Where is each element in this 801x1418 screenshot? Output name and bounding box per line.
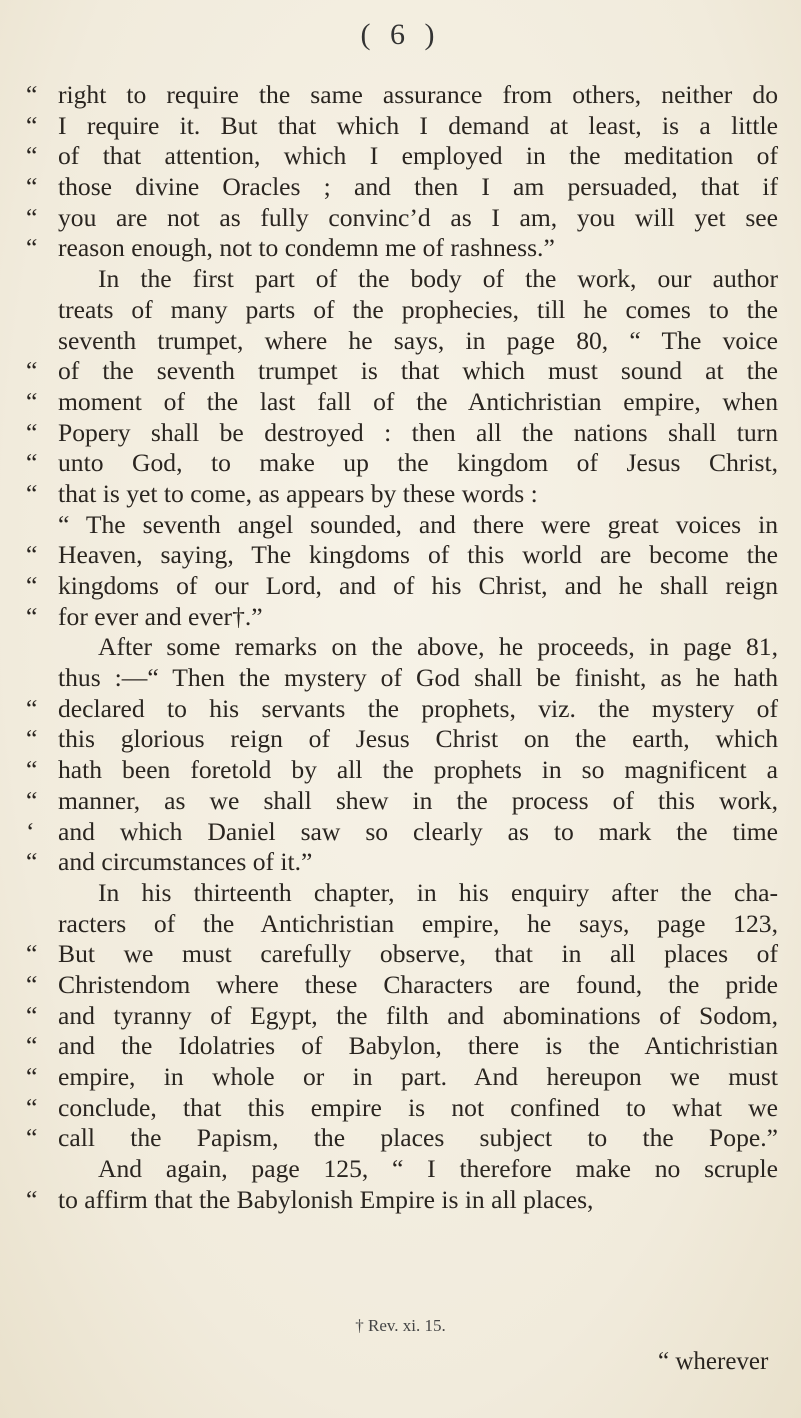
text-line: [26, 693, 778, 725]
line-text: those divine Oracles ; and then I am persuaded, that if: [58, 172, 778, 202]
text-line: [58, 1154, 778, 1185]
line-text: thus :—“ Then the mystery of God shall be finisht, as he hath: [58, 663, 778, 693]
running-quote-mark: “: [26, 80, 38, 109]
text-line: [26, 356, 778, 387]
running-quote-mark: “: [26, 601, 38, 631]
running-quote-mark: “: [26, 755, 38, 785]
text-line: [58, 632, 778, 663]
text-line: [26, 1000, 778, 1032]
page-number: ( 6 ): [360, 18, 441, 51]
text-line: [26, 755, 778, 786]
text-line: [26, 448, 778, 479]
text-line: [26, 110, 778, 142]
text-line: [58, 295, 778, 326]
running-quote-mark: “: [26, 448, 38, 478]
running-quote-mark: “: [26, 939, 38, 969]
line-text: In the first part of the body of the work, our author: [98, 264, 778, 294]
text-line: [26, 785, 778, 817]
line-text: seventh trumpet, where he says, in page 80, “ The voice: [58, 325, 778, 355]
running-quote-mark: “: [26, 417, 38, 447]
line-text: that is yet to come, as appears by these words :: [58, 478, 538, 508]
text-line: [26, 1062, 778, 1093]
line-text: and which Daniel saw so clearly as to mark the time: [58, 816, 778, 846]
running-quote-mark: “: [26, 1184, 38, 1214]
text-line: [26, 571, 778, 602]
line-text: Heaven, saying, The kingdoms of this world are become the: [58, 540, 778, 570]
text-line: [58, 326, 778, 357]
line-text: of that attention, which I employed in the meditation of: [58, 141, 778, 171]
line-text: hath been foretold by all the prophets in so magnificent a: [58, 755, 778, 785]
text-line: [26, 1092, 778, 1124]
catchword: “ wherever: [658, 1348, 769, 1375]
line-text: unto God, to make up the kingdom of Jesus Christ,: [58, 448, 778, 478]
text-line: [26, 233, 778, 264]
text-line: [26, 847, 778, 878]
running-quote-mark: “: [26, 785, 38, 815]
running-quote-mark: “: [26, 1062, 38, 1091]
text-line: [26, 1123, 778, 1154]
running-quote-mark: “: [26, 202, 38, 232]
line-text: right to require the same assurance from others, neither do: [58, 80, 778, 109]
running-quote-mark: “: [26, 724, 38, 754]
text-line: [58, 510, 778, 541]
line-text: treats of many parts of the prophecies, till he comes to the: [58, 294, 778, 324]
text-line: [26, 80, 778, 111]
running-quote-mark: “: [26, 172, 38, 202]
running-quote-mark: “: [26, 540, 38, 570]
running-quote-mark: “: [26, 1000, 38, 1030]
line-text: and circumstances of it.”: [58, 847, 313, 877]
text-line: [26, 939, 778, 970]
line-text: to affirm that the Babylonish Empire is in all places,: [58, 1184, 594, 1214]
line-text: Christendom where these Characters are found, the pride: [58, 969, 778, 999]
running-quote-mark: “: [26, 1092, 38, 1122]
running-quote-mark: “: [26, 693, 38, 723]
text-line: [26, 816, 778, 848]
line-text: declared to his servants the prophets, viz. the mystery of: [58, 693, 778, 723]
text-line: [26, 417, 778, 449]
line-text: empire, in whole or in part. And hereupon we must: [58, 1062, 778, 1091]
line-text: and tyranny of Egypt, the filth and abominations of Sodom,: [58, 1000, 778, 1030]
text-line: [26, 601, 778, 633]
line-text: call the Papism, the places subject to the Pope.”: [58, 1123, 778, 1153]
line-text: moment of the last fall of the Antichristian empire, when: [58, 386, 778, 416]
running-quote-mark: “: [26, 571, 38, 600]
line-text: But we must carefully observe, that in all places of: [58, 939, 778, 969]
line-text: And again, page 125, “ I therefore make no scruple: [98, 1154, 778, 1184]
text-line: [26, 141, 778, 172]
text-line: [26, 386, 778, 418]
text-line: [26, 1031, 778, 1062]
text-line: [26, 478, 778, 510]
line-text: In his thirteenth chapter, in his enquiry after the cha-: [98, 877, 778, 907]
running-quote-mark: “: [26, 847, 38, 877]
text-line: [26, 540, 778, 571]
line-text: and the Idolatries of Babylon, there is the Antichristian: [58, 1031, 778, 1061]
line-text: you are not as fully convinc’d as I am, you will yet see: [58, 202, 778, 232]
running-quote-mark: “: [26, 1031, 38, 1061]
running-quote-mark: “: [26, 110, 38, 140]
line-text: Popery shall be destroyed : then all the nations shall turn: [58, 417, 778, 447]
text-line: [58, 663, 778, 694]
text-line: [58, 909, 778, 940]
text-line: [58, 264, 778, 295]
running-quote-mark: ‘: [26, 816, 35, 846]
line-text: After some remarks on the above, he proceeds, in page 81,: [98, 632, 778, 662]
line-text: this glorious reign of Jesus Christ on the earth, which: [58, 724, 778, 754]
running-quote-mark: “: [26, 233, 38, 263]
running-quote-mark: “: [26, 969, 38, 999]
line-text: racters of the Antichristian empire, he says, page 123,: [58, 908, 778, 938]
line-text: conclude, that this empire is not confined to what we: [58, 1092, 778, 1122]
running-quote-mark: “: [26, 1123, 38, 1153]
text-line: [26, 172, 778, 203]
page-body-text: [26, 80, 778, 1215]
line-text: for ever and ever†.”: [58, 601, 263, 631]
line-text: of the seventh trumpet is that which must sound at the: [58, 356, 778, 386]
running-quote-mark: “: [26, 478, 38, 508]
running-quote-mark: “: [26, 386, 38, 416]
line-text: reason enough, not to condemn me of rashness.”: [58, 233, 555, 263]
text-line: [26, 724, 778, 755]
text-line: [26, 1184, 778, 1216]
text-line: [58, 878, 778, 909]
footnote: † Rev. xi. 15.: [355, 1316, 446, 1335]
text-line: [26, 202, 778, 234]
line-text: I require it. But that which I demand at least, is a little: [58, 110, 778, 140]
text-line: [26, 969, 778, 1001]
running-quote-mark: “: [26, 356, 38, 386]
line-text: kingdoms of our Lord, and of his Christ, and he shall reign: [58, 571, 778, 600]
line-text: manner, as we shall shew in the process of this work,: [58, 785, 778, 815]
line-text: “ The seventh angel sounded, and there were great voices in: [58, 509, 778, 539]
running-quote-mark: “: [26, 141, 38, 171]
